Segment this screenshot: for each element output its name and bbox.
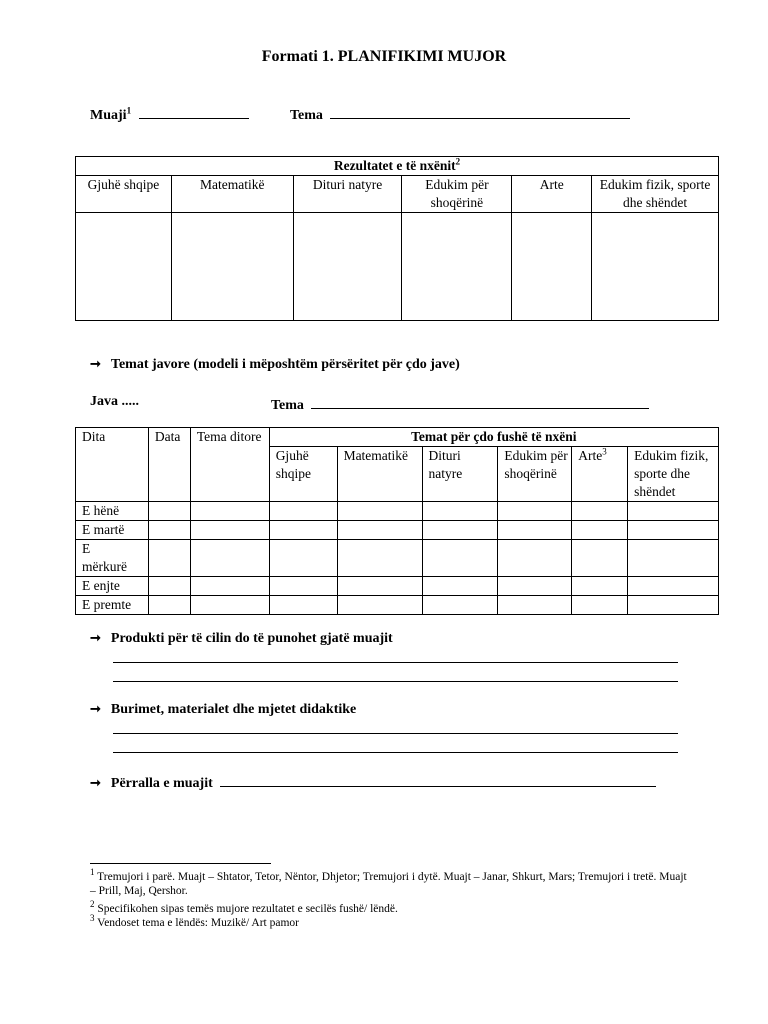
cell-gjuhe-shqipe[interactable] [76, 213, 172, 321]
learning-outcomes-table [75, 156, 719, 321]
footnote-separator [90, 863, 271, 864]
tema-blank[interactable] [330, 104, 630, 119]
tale-heading: ➞ Përralla e muajit [90, 772, 656, 792]
col-matematike: Matematikë [171, 176, 293, 213]
muaji-footnote-ref: 1 [126, 105, 132, 116]
java-label: Java ..... [90, 394, 139, 409]
day-label: E hënë [76, 502, 149, 521]
cell-dituri-natyre[interactable] [293, 213, 402, 321]
weekly-table [75, 427, 719, 615]
sub-edukim-shoqerine: Edukim për shoqërinë [498, 447, 572, 502]
sub-dituri-natyre: Dituri natyre [422, 447, 498, 502]
resources-line-1[interactable] [113, 733, 678, 734]
arrow-icon: ➞ [90, 356, 101, 371]
col-tema-ditore: Tema ditore [190, 428, 269, 502]
table-row [76, 596, 719, 615]
day-label: E martë [76, 521, 149, 540]
col-edukim-shoqerine: Edukim për shoqërinë [402, 176, 512, 213]
footnote-3: $^3$ Vendoset tema e lëndës: Muzikë/ Art pamor [90, 913, 300, 929]
sub-edukim-fizik: Edukim fizik, sporte dhe shëndet [628, 447, 719, 502]
sub-arte: Arte$^3$ [572, 447, 628, 502]
footnote-1: $^1$ Tremujori i parë. Muajt – Shtator, Tetor, Nëntor, Dhjetor; Tremujori i dytë. Muajt – Janar, Shkurt, Mars; Tremujori i tretë. Muajt – Prill, Maj, Qershor. [90, 867, 687, 897]
product-line-1[interactable] [113, 662, 678, 663]
table-row [76, 502, 719, 521]
table-row [76, 577, 719, 596]
col-dita: Dita [76, 428, 149, 502]
muaji-field [90, 104, 249, 124]
col-data: Data [148, 428, 190, 502]
cell-arte[interactable] [512, 213, 592, 321]
sub-gjuhe-shqipe: Gjuhë shqipe [269, 447, 337, 502]
cell-matematike[interactable] [171, 213, 293, 321]
weekly-topics-heading: ➞ Temat javore (modeli i mëposhtëm përsëritet për çdo jave) [90, 356, 460, 372]
col-arte: Arte [512, 176, 592, 213]
day-label: E mërkurë [76, 540, 149, 577]
cell-edukim-fizik[interactable] [592, 213, 719, 321]
muaji-label: Muaji [90, 108, 127, 123]
week-tema-label: Tema [271, 398, 304, 413]
product-line-2[interactable] [113, 681, 678, 682]
table-row [76, 540, 719, 577]
learning-outcomes-title: Rezultatet e të nxënit$^2$ [76, 157, 719, 176]
footnote-2: $^2$ Specifikohen sipas temës mujore rezultatet e secilës fushë/ lëndë. [90, 899, 398, 915]
page-title: Formati 1. PLANIFIKIMI MUJOR [261, 48, 507, 65]
sub-matematike: Matematikë [337, 447, 422, 502]
arrow-icon: ➞ [90, 630, 101, 645]
day-label: E premte [76, 596, 149, 615]
day-label: E enjte [76, 577, 149, 596]
resources-line-2[interactable] [113, 752, 678, 753]
subject-topics-header: Temat për çdo fushë të nxëni [269, 428, 718, 447]
tale-blank[interactable] [220, 772, 656, 787]
product-heading: ➞ Produkti për të cilin do të punohet gjatë muajit [90, 630, 393, 646]
muaji-blank[interactable] [139, 104, 249, 119]
resources-heading: ➞ Burimet, materialet dhe mjetet didaktike [90, 701, 357, 717]
week-tema-blank[interactable] [311, 394, 649, 409]
cell-edukim-shoqerine[interactable] [402, 213, 512, 321]
week-tema-field [271, 394, 649, 414]
tema-label: Tema [290, 108, 323, 123]
table-row [76, 521, 719, 540]
tema-field [290, 104, 630, 124]
arrow-icon: ➞ [90, 775, 101, 790]
col-edukim-fizik: Edukim fizik, sporte dhe shëndet [592, 176, 719, 213]
col-dituri-natyre: Dituri natyre [293, 176, 402, 213]
arrow-icon: ➞ [90, 701, 101, 716]
col-gjuhe-shqipe: Gjuhë shqipe [76, 176, 172, 213]
